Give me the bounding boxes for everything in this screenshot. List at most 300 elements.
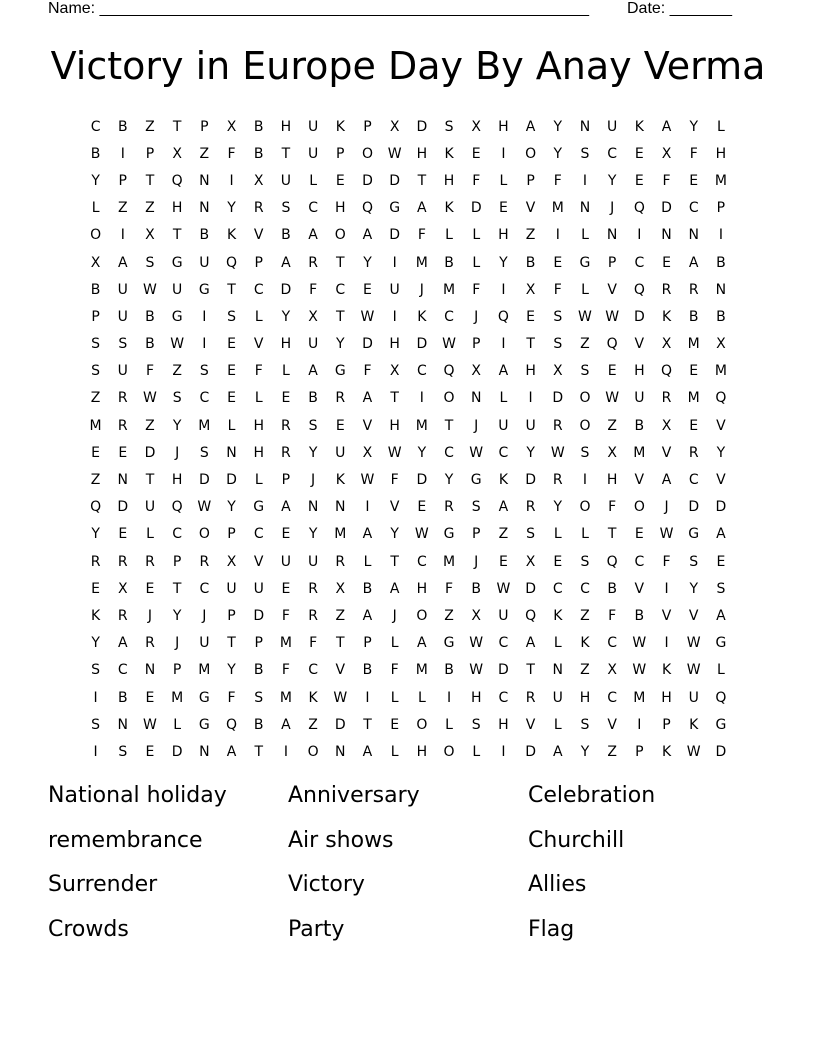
word-bank-item: Allies [528,872,587,897]
grid-letter: A [308,363,318,380]
grid-letter: O [579,390,591,407]
grid-letter: A [417,200,427,217]
grid-letter: U [498,607,509,624]
grid-letter: N [606,227,618,244]
grid-letter: H [416,580,428,597]
grid-letter: W [387,145,402,162]
grid-letter: Q [497,308,509,325]
grid-letter: W [469,635,484,652]
grid-letter: K [634,118,644,135]
grid-letter: M [279,689,292,706]
grid-letter: K [498,472,508,489]
grid-letter: H [389,336,400,353]
grid-letter: M [279,635,292,652]
grid-letter: K [661,662,672,679]
grid-letter: U [307,336,319,353]
grid-letter: N [199,743,210,760]
grid-letter: E [227,336,236,353]
grid-letter: B [117,118,128,135]
grid-letter: K [689,716,699,733]
grid-letter: D [661,200,672,217]
grid-letter: E [335,172,345,189]
grid-letter: J [474,308,479,325]
grid-letter: F [281,607,290,624]
grid-letter: A [716,526,726,543]
grid-letter: D [688,499,700,516]
grid-letter: V [389,499,400,516]
grid-letter: T [390,553,399,570]
grid-letter: S [526,526,536,543]
grid-letter: H [416,145,428,162]
grid-letter: X [661,417,672,434]
grid-letter: I [392,254,397,271]
grid-letter: Y [308,526,318,543]
grid-letter: K [308,689,318,706]
grid-letter: G [389,200,401,217]
grid-letter: X [362,444,373,461]
grid-letter: Q [715,689,727,706]
grid-letter: E [91,580,101,597]
grid-letter: V [716,472,726,489]
grid-letter: W [414,526,429,543]
word-bank-item: remembrance [48,827,203,853]
grid-letter: D [633,308,645,325]
grid-letter: R [335,390,346,407]
grid-letter: P [281,472,291,489]
grid-letter: C [253,281,264,298]
grid-letter: L [445,227,453,244]
grid-letter: R [661,390,672,407]
grid-letter: N [117,716,129,733]
grid-letter: C [416,553,427,570]
grid-letter: A [281,254,291,271]
grid-letter: C [580,580,590,597]
grid-letter: Z [90,390,101,407]
grid-letter: T [145,472,155,489]
grid-letter: Q [171,172,183,189]
grid-letter: H [715,145,727,162]
grid-letter: N [552,662,564,679]
grid-letter: I [637,227,642,244]
grid-letter: A [362,607,373,624]
grid-letter: E [634,172,644,189]
grid-letter: J [610,200,615,217]
grid-letter: Y [607,172,617,189]
word-bank-item: Surrender [48,872,158,897]
grid-letter: C [634,553,645,570]
grid-letter: R [281,417,291,434]
grid-letter: V [661,444,672,461]
grid-letter: V [362,417,373,434]
grid-letter: U [117,308,128,325]
word-bank-item: National holiday [48,783,227,808]
grid-letter: W [360,472,375,489]
grid-letter: A [362,526,373,543]
grid-letter: H [634,363,645,380]
grid-letter: E [145,689,155,706]
grid-letter: L [309,172,317,189]
grid-letter: I [93,689,98,706]
grid-letter: L [472,743,481,760]
grid-letter: C [498,689,509,706]
grid-letter: L [254,308,263,325]
grid-letter: O [443,390,455,407]
grid-letter: S [308,417,318,434]
grid-letter: W [143,716,157,733]
grid-letter: X [226,553,237,570]
grid-letter: E [471,145,481,162]
grid-letter: O [633,499,645,516]
grid-letter: C [335,281,346,298]
grid-letter: N [199,200,210,217]
grid-letter: U [226,580,237,597]
grid-letter: L [499,172,508,189]
grid-letter: L [254,390,263,407]
grid-letter: A [525,635,536,652]
grid-letter: D [525,743,536,760]
grid-letter: I [120,145,125,162]
grid-letter: S [118,336,128,353]
date-field-label: Date: _______ [627,0,732,17]
grid-letter: B [444,254,454,271]
grid-letter: D [280,281,292,298]
grid-letter: H [661,689,672,706]
grid-letter: W [605,308,620,325]
grid-letter: D [198,472,210,489]
grid-letter: H [443,172,455,189]
page-title: Victory in Europe Day By Anay Verma [50,44,766,88]
grid-letter: X [716,336,726,353]
grid-letter: E [281,390,291,407]
grid-letter: B [90,281,101,298]
grid-letter: B [199,227,210,244]
grid-letter: E [498,553,508,570]
grid-letter: W [550,444,565,461]
grid-letter: C [253,526,264,543]
grid-letter: M [687,336,700,353]
grid-letter: H [280,118,292,135]
grid-letter: A [688,254,699,271]
grid-letter: A [117,254,128,271]
grid-letter: X [607,662,617,679]
grid-letter: B [145,336,155,353]
grid-letter: D [715,743,727,760]
grid-letter: Y [553,145,563,162]
grid-letter: Y [553,499,563,516]
grid-letter: V [688,607,699,624]
grid-letter: P [336,145,345,162]
grid-letter: A [661,118,672,135]
grid-letter: J [474,553,479,570]
grid-letter: B [145,308,155,325]
grid-letter: V [607,281,617,298]
grid-letter: Y [308,444,318,461]
grid-letter: S [716,580,726,597]
grid-letter: G [334,363,346,380]
grid-letter: M [415,254,428,271]
grid-letter: M [633,689,646,706]
grid-letter: B [471,580,482,597]
grid-letter: T [336,635,345,652]
grid-letter: O [334,227,346,244]
grid-letter: I [501,336,506,353]
grid-letter: K [580,635,590,652]
grid-letter: D [226,472,237,489]
grid-letter: K [335,118,345,135]
grid-letter: P [118,172,127,189]
grid-letter: H [389,417,400,434]
grid-letter: E [634,526,644,543]
grid-letter: O [579,417,591,434]
grid-letter: E [227,363,236,380]
grid-letter: F [689,145,698,162]
grid-letter: P [662,716,671,733]
grid-letter: N [335,743,346,760]
grid-letter: A [281,499,291,516]
grid-letter: S [580,145,590,162]
grid-letter: Z [90,472,101,489]
grid-letter: E [553,254,563,271]
grid-letter: B [716,308,726,325]
grid-letter: E [607,363,617,380]
word-bank-item: Churchill [528,827,625,853]
grid-letter: X [525,553,536,570]
grid-letter: X [525,281,536,298]
grid-letter: L [472,227,481,244]
grid-letter: W [143,390,157,407]
grid-letter: F [145,363,154,380]
grid-letter: R [525,689,536,706]
grid-letter: U [280,553,292,570]
grid-letter: A [498,499,509,516]
grid-letter: X [471,607,482,624]
grid-letter: Q [633,281,645,298]
grid-letter: K [444,200,454,217]
grid-letter: R [145,635,155,652]
grid-letter: Q [361,200,373,217]
grid-letter: I [718,227,723,244]
grid-letter: P [471,526,481,543]
grid-letter: F [363,363,372,380]
grid-letter: F [445,580,454,597]
grid-letter: S [553,308,563,325]
grid-letter: J [664,499,669,516]
grid-letter: H [606,472,618,489]
grid-letter: Z [172,363,182,380]
grid-letter: S [227,308,236,325]
grid-letter: B [688,308,699,325]
grid-letter: S [444,118,454,135]
grid-letter: L [91,200,100,217]
grid-letter: Z [607,417,617,434]
grid-letter: G [171,308,183,325]
word-bank-item: Flag [528,916,575,942]
grid-letter: U [307,118,319,135]
grid-letter: E [91,444,101,461]
grid-letter: Y [390,526,399,543]
grid-letter: U [172,281,183,298]
grid-letter: F [417,227,426,244]
grid-letter: I [501,743,506,760]
grid-letter: T [145,172,155,189]
grid-letter: F [227,145,236,162]
grid-letter: O [198,526,210,543]
grid-letter: B [253,118,264,135]
grid-letter: W [143,281,157,298]
grid-letter: L [390,743,399,760]
grid-letter: F [309,281,318,298]
grid-letter: U [117,281,128,298]
grid-letter: D [144,444,156,461]
grid-letter: R [552,472,563,489]
grid-letter: D [171,743,183,760]
grid-letter: V [607,716,617,733]
grid-letter: Y [716,444,726,461]
grid-letter: S [145,254,155,271]
grid-letter: N [307,499,319,516]
grid-letter: Q [90,499,102,516]
grid-letter: N [715,281,727,298]
grid-letter: D [498,662,509,679]
grid-letter: D [389,227,401,244]
grid-letter: I [419,390,424,407]
grid-letter: X [335,580,346,597]
grid-letter: F [281,662,290,679]
grid-letter: I [637,716,642,733]
grid-letter: R [90,553,101,570]
grid-letter: H [498,118,509,135]
grid-letter: X [471,118,482,135]
grid-letter: L [227,417,236,434]
grid-letter: R [444,499,454,516]
grid-letter: D [525,472,536,489]
grid-letter: W [442,336,456,353]
grid-letter: V [634,472,645,489]
word-bank-item: Party [288,916,345,942]
grid-letter: W [496,580,511,597]
grid-letter: I [392,308,397,325]
grid-letter: X [661,145,672,162]
grid-letter: K [661,743,672,760]
grid-letter: A [716,607,726,624]
grid-letter: A [362,743,373,760]
grid-letter: P [227,526,236,543]
grid-letter: A [226,743,237,760]
grid-letter: U [307,553,319,570]
grid-letter: Q [171,499,183,516]
grid-letter: I [664,580,669,597]
grid-letter: F [390,662,399,679]
grid-letter: T [526,336,535,353]
grid-letter: Q [226,254,238,271]
grid-letter: P [363,118,372,135]
grid-letter: E [526,308,536,325]
grid-letter: I [202,308,207,325]
grid-letter: W [333,689,348,706]
grid-letter: H [253,444,264,461]
grid-letter: J [392,607,397,624]
grid-letter: T [227,281,236,298]
grid-letter: Y [444,472,454,489]
grid-letter: P [254,254,263,271]
grid-letter: A [362,227,373,244]
grid-letter: P [227,607,236,624]
grid-letter: X [253,172,264,189]
grid-letter: G [198,689,210,706]
grid-letter: B [362,662,373,679]
grid-letter: Z [145,200,155,217]
grid-letter: A [498,363,509,380]
grid-letter: O [443,743,455,760]
grid-letter: D [334,716,346,733]
grid-letter: Y [281,308,291,325]
grid-letter: Y [363,254,372,271]
grid-letter: M [415,417,428,434]
grid-letter: K [417,308,427,325]
grid-letter: M [551,200,564,217]
grid-letter: I [528,390,533,407]
grid-letter: K [444,145,454,162]
grid-letter: E [227,390,236,407]
grid-letter: K [661,308,672,325]
grid-letter: I [501,145,506,162]
grid-letter: C [607,689,618,706]
grid-letter: U [389,281,400,298]
word-bank [48,778,768,956]
grid-letter: B [253,662,264,679]
grid-letter: T [336,308,345,325]
grid-letter: B [281,227,291,244]
grid-letter: S [118,743,128,760]
grid-letter: J [474,417,479,434]
grid-letter: Z [145,118,155,135]
grid-letter: Q [661,363,673,380]
grid-letter: E [390,716,400,733]
grid-letter: X [172,145,182,162]
grid-letter: Q [443,363,455,380]
grid-letter: D [525,580,536,597]
grid-letter: K [553,607,563,624]
grid-letter: S [254,689,264,706]
grid-letter: Y [580,743,590,760]
grid-letter: G [171,254,183,271]
grid-letter: A [525,118,536,135]
grid-letter: Y [689,580,698,597]
grid-letter: M [415,662,428,679]
grid-letter: S [553,336,563,353]
grid-letter: D [362,172,373,189]
grid-letter: L [390,635,399,652]
grid-letter: L [282,363,290,380]
grid-letter: G [443,526,455,543]
grid-letter: Q [633,200,645,217]
grid-letter: E [689,363,699,380]
grid-letter: C [498,635,509,652]
grid-letter: Q [715,390,727,407]
grid-letter: E [689,172,699,189]
grid-letter: E [553,553,563,570]
grid-letter: J [147,607,153,624]
grid-letter: E [363,281,372,298]
grid-letter: F [472,281,481,298]
grid-letter: L [417,689,426,706]
grid-letter: C [90,118,101,135]
grid-letter: W [605,390,620,407]
word-bank-item: Crowds [48,916,129,942]
grid-letter: D [416,472,428,489]
grid-letter: A [362,390,373,407]
grid-letter: I [582,472,588,489]
